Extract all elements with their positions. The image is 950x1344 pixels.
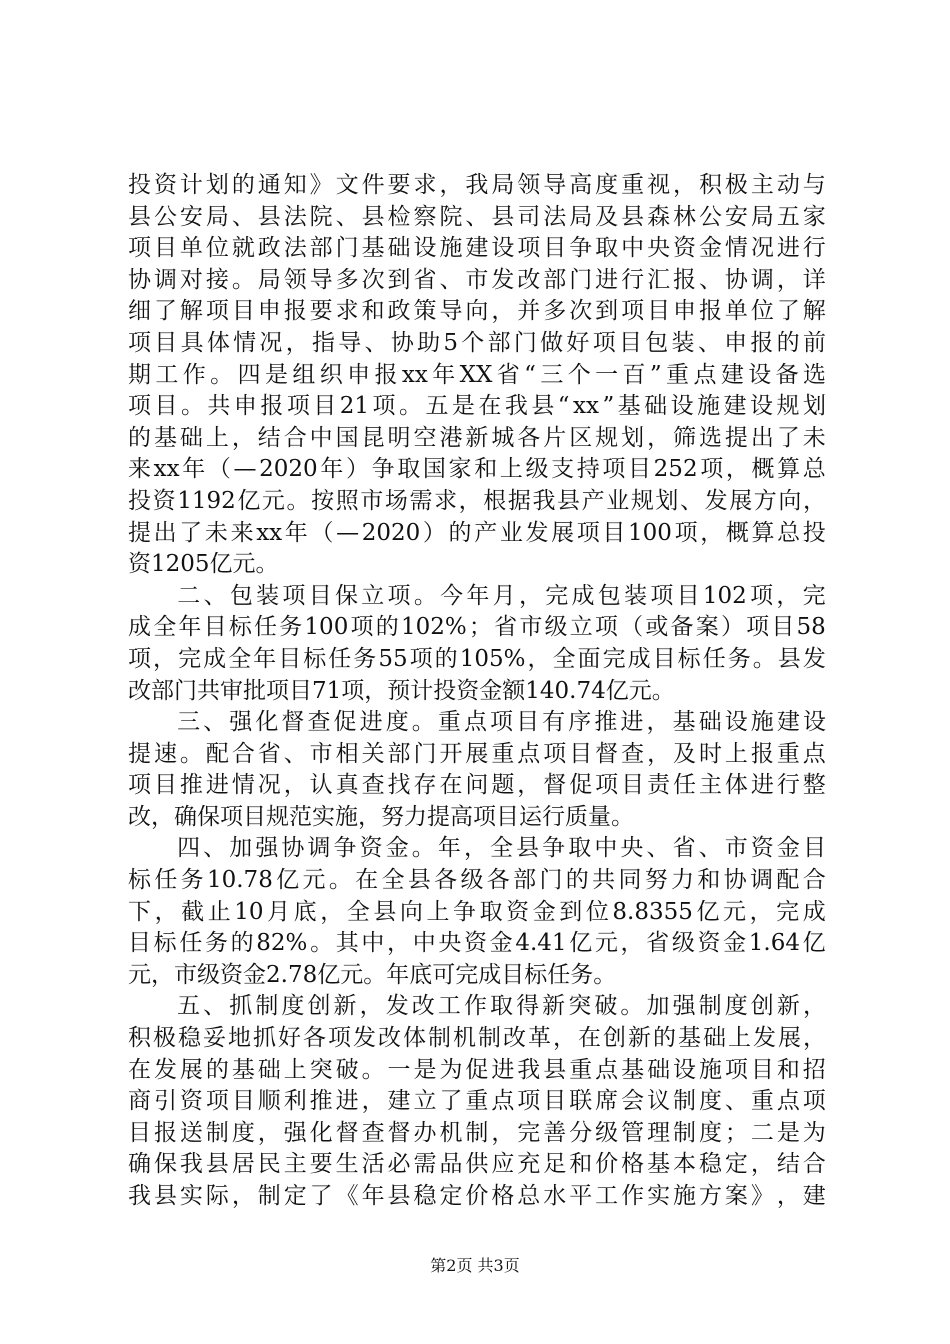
text-line: 成 全 年 目 标 任 务 100 项 的 102% ； 省 市 级 立 项 （ 或 备 案 ） 项 目 58	[128, 614, 826, 641]
text-line: 积 极 稳 妥 地 抓 好 各 项 发 改 体 制 机 制 改 革 ， 在 创 新 的 基 础 上 发 展 ，	[128, 1025, 826, 1052]
text-line: 细 了 解 项 目 申 报 要 求 和 政 策 导 向 ， 并 多 次 到 项 目 申 报 单 位 了 解	[128, 298, 826, 325]
text-line: 来 xx 年 （ — 2020 年 ） 争 取 国 家 和 上 级 支 持 项 目 252 项 ， 概 算 总	[128, 456, 826, 483]
text-line: 确 保 我 县 居 民 主 要 生 活 必 需 品 供 应 充 足 和 价 格 基 本 稳 定 ， 结 合	[128, 1151, 826, 1178]
text-line: 项 目 具 体 情 况 ， 指 导 、 协 助 5 个 部 门 做 好 项 目 包 装 、 申 报 的 前	[128, 329, 826, 356]
text-line: 元，市级资金2.78亿元。年底可完成目标任务。	[128, 961, 617, 988]
text-line: 县 公 安 局 、 县 法 院 、 县 检 察 院 、 县 司 法 局 及 县 森 林 公 安 局 五 家	[128, 203, 826, 230]
text-line: 项 目 推 进 情 况 ， 认 真 查 找 存 在 问 题 ， 督 促 项 目 责 任 主 体 进 行 整	[128, 772, 826, 799]
text-line: 资1205亿元。	[128, 551, 279, 578]
text-line: 下 ， 截 止 10 月 底 ， 全 县 向 上 争 取 资 金 到 位 8.8355 亿 元 ， 完 成	[128, 898, 826, 925]
text-line: 改部门共审批项目71项，预计投资金额140.74亿元。	[128, 677, 675, 704]
text-line: 二 、 包 装 项 目 保 立 项 。 今 年 月 ， 完 成 包 装 项 目 102 项 ， 完	[177, 582, 826, 609]
text-line: 五 、 抓 制 度 创 新 ， 发 改 工 作 取 得 新 突 破 。 加 强 制 度 创 新 ，	[177, 993, 826, 1020]
text-line: 在 发 展 的 基 础 上 突 破 。 一 是 为 促 进 我 县 重 点 基 础 设 施 项 目 和 招	[128, 1056, 826, 1083]
text-line: 投 资 1192 亿 元 。 按 照 市 场 需 求 ， 根 据 我 县 产 业 规 划 、 发 展 方 向 ，	[128, 487, 826, 514]
document-body	[128, 170, 826, 1213]
text-line: 项 ， 完 成 全 年 目 标 任 务 55 项 的 105% ， 全 面 完 成 目 标 任 务 。 县 发	[128, 645, 826, 672]
text-line: 改，确保项目规范实施，努力提高项目运行质量。	[128, 803, 634, 830]
text-line: 提 出 了 未 来 xx 年 （ — 2020 ） 的 产 业 发 展 项 目 100 项 ， 概 算 总 投	[128, 519, 826, 546]
text-line: 协 调 对 接 。 局 领 导 多 次 到 省 、 市 发 改 部 门 进 行 汇 报 、 协 调 ， 详	[128, 266, 826, 293]
text-line: 商 引 资 项 目 顺 利 推 进 ， 建 立 了 重 点 项 目 联 席 会 议 制 度 、 重 点 项	[128, 1088, 826, 1115]
text-line: 投 资 计 划 的 通 知 》 文 件 要 求 ， 我 局 领 导 高 度 重 视 ， 积 极 主 动 与	[128, 172, 826, 198]
text-line: 目 标 任 务 的 82% 。 其 中 ， 中 央 资 金 4.41 亿 元 ， 省 级 资 金 1.64 亿	[128, 930, 826, 957]
text-line: 项 目 。 共 申 报 项 目 21 项 。 五 是 在 我 县 “ xx ” 基 础 设 施 建 设 规 划	[128, 393, 826, 420]
page-footer: 第2页 共3页	[430, 1256, 520, 1275]
text-line: 我 县 实 际 ， 制 定 了 《 年 县 稳 定 价 格 总 水 平 工 作 实 施 方 案 》 ， 建	[128, 1183, 826, 1209]
text-line: 期 工 作 。 四 是 组 织 申 报 xx 年 XX 省 “ 三 个 一 百 ” 重 点 建 设 备 选	[128, 361, 826, 388]
text-line: 提 速 。 配 合 省 、 市 相 关 部 门 开 展 重 点 项 目 督 查 ， 及 时 上 报 重 点	[128, 740, 826, 767]
text-line: 项 目 单 位 就 政 法 部 门 基 础 设 施 建 设 项 目 争 取 中 央 资 金 情 况 进 行	[128, 235, 826, 262]
text-line: 标 任 务 10.78 亿 元 。 在 全 县 各 级 各 部 门 的 共 同 努 力 和 协 调 配 合	[128, 867, 826, 894]
text-line: 四 、 加 强 协 调 争 资 金 。 年 ， 全 县 争 取 中 央 、 省 、 市 资 金 目	[177, 835, 826, 862]
text-line: 目 报 送 制 度 ， 强 化 督 查 督 办 机 制 ， 完 善 分 级 管 理 制 度 ； 二 是 为	[128, 1119, 826, 1146]
text-line: 的 基 础 上 ， 结 合 中 国 昆 明 空 港 新 城 各 片 区 规 划 ， 筛 选 提 出 了 未	[128, 424, 826, 451]
text-line: 三 、 强 化 督 查 促 进 度 。 重 点 项 目 有 序 推 进 ， 基 础 设 施 建 设	[177, 709, 826, 736]
